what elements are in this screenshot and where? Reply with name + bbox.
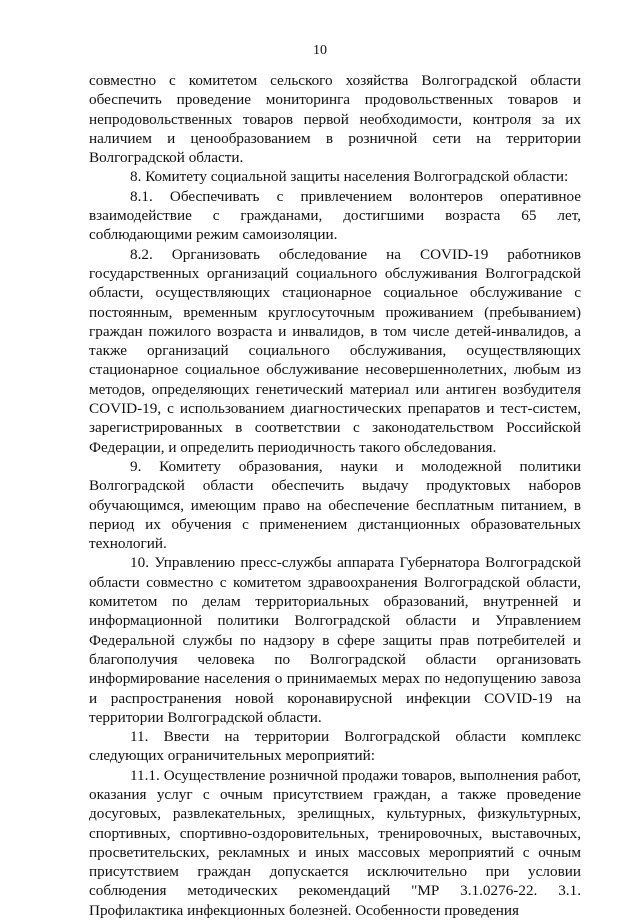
document-body <box>89 71 581 920</box>
paragraph-item-8-2: 8.2. Организовать обследование на COVID-19 работников государственных организаций социального обслуживания Волгоградской области, осуществляющих стационарное социальное обслуживание с постоянным, временным круглосуточным проживанием (пребыванием) граждан пожилого возраста и инвалидов, в том числе детей-инвалидов, а также организаций социального обслуживания, осуществляющих стационарное социальное обслуживание несовершеннолетних, любым из методов, определяющих генетический материал или антиген возбудителя COVID-19, с использованием диагностических препаратов и тест-систем, зарегистрированных в соответствии с законодательством Российской Федерации, и определить периодичность такого обследования. <box>89 245 581 456</box>
paragraph-continuation: совместно с комитетом сельского хозяйства Волгоградской области обеспечить проведение мониторинга продовольственных товаров и непродовольственных товаров первой необходимости, контроля за их наличием и ценообразованием в розничной сети на территории Волгоградской области. <box>89 72 581 167</box>
paragraph-item-8: 8. Комитету социальной защиты населения Волгоградской области: <box>130 168 569 186</box>
paragraph-item-8-1: 8.1. Обеспечивать с привлечением волонтеров оперативное взаимодействие с гражданами, достигшими возраста 65 лет, соблюдающими режим самоизоляции. <box>89 187 581 244</box>
paragraph-item-10: 10. Управлению пресс-службы аппарата Губернатора Волгоградской области совместно с комитетом здравоохранения Волгоградской области, комитетом по делам территориальных образований, внутренней и информационной политики Волгоградской области и Управлением Федеральной службы по надзору в сфере защиты прав потребителей и благополучия человека по Волгоградской области организовать информирование населения о принимаемых мерах по недопущению завоза и распространения новой коронавирусной инфекции COVID-19 на территории Волгоградской области. <box>89 554 581 726</box>
page-number: 10 <box>313 43 327 58</box>
paragraph-item-9: 9. Комитету образования, науки и молодежной политики Волгоградской области обеспечить выдачу продуктовых наборов обучающимся, имеющим право на обеспечение бесплатным питанием, в период их обучения с применением дистанционных образовательных технологий. <box>89 457 581 553</box>
paragraph-item-11: 11. Ввести на территории Волгоградской области комплекс следующих ограничительных мероприятий: <box>89 728 581 765</box>
paragraph-item-11-1: 11.1. Осуществление розничной продажи товаров, выполнения работ, оказания услуг с очным присутствием граждан, а также проведение досуговых, развлекательных, зрелищных, культурных, физкультурных, спортивных, спортивно-оздоровительных, тренировочных, выставочных, просветительских, рекламных и иных массовых мероприятий с очным присутствием граждан допускается исключительно при условии соблюдения методических рекомендаций "МР 3.1.0276-22. 3.1. Профилактика инфекционных болезней. Особенности проведения <box>89 766 581 919</box>
